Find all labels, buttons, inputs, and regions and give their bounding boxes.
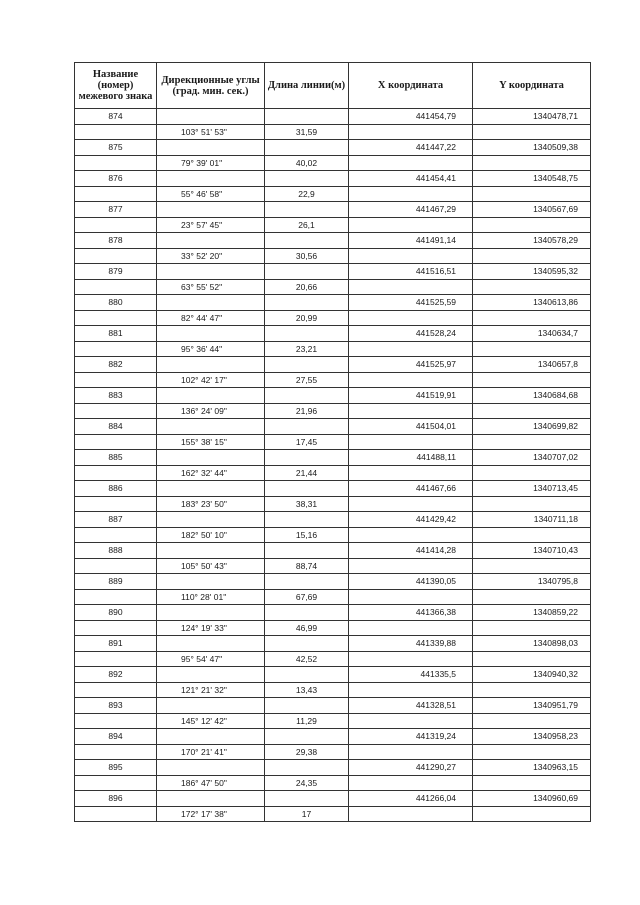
point-row xyxy=(75,171,591,187)
x-coordinate: 441290,27 xyxy=(349,760,473,776)
segment-row xyxy=(75,310,591,326)
empty-cell xyxy=(265,450,349,466)
line-length: 29,38 xyxy=(265,744,349,760)
y-coordinate: 1340478,71 xyxy=(473,109,591,125)
empty-cell xyxy=(157,698,265,714)
line-length: 17,45 xyxy=(265,434,349,450)
point-name: 882 xyxy=(75,357,157,373)
segment-row xyxy=(75,620,591,636)
point-name: 879 xyxy=(75,264,157,280)
direction-angle: 105° 50' 43" xyxy=(157,558,265,574)
direction-angle: 172° 17' 38" xyxy=(157,806,265,822)
empty-cell xyxy=(75,155,157,171)
x-coordinate: 441390,05 xyxy=(349,574,473,590)
direction-angle: 23° 57' 45" xyxy=(157,217,265,233)
point-name: 892 xyxy=(75,667,157,683)
line-length: 27,55 xyxy=(265,372,349,388)
point-name: 875 xyxy=(75,140,157,156)
segment-row xyxy=(75,465,591,481)
point-row xyxy=(75,140,591,156)
empty-cell xyxy=(265,388,349,404)
y-coordinate: 1340963,15 xyxy=(473,760,591,776)
y-coordinate: 1340595,32 xyxy=(473,264,591,280)
line-length: 22,9 xyxy=(265,186,349,202)
empty-cell xyxy=(349,651,473,667)
y-coordinate: 1340898,03 xyxy=(473,636,591,652)
empty-cell xyxy=(473,434,591,450)
y-coordinate: 1340699,82 xyxy=(473,419,591,435)
empty-cell xyxy=(75,744,157,760)
empty-cell xyxy=(473,186,591,202)
empty-cell xyxy=(265,729,349,745)
empty-cell xyxy=(265,233,349,249)
empty-cell xyxy=(349,434,473,450)
x-coordinate: 441525,97 xyxy=(349,357,473,373)
point-row xyxy=(75,698,591,714)
empty-cell xyxy=(349,155,473,171)
point-row xyxy=(75,512,591,528)
x-coordinate: 441335,5 xyxy=(349,667,473,683)
point-name: 896 xyxy=(75,791,157,807)
point-row xyxy=(75,481,591,497)
x-coordinate: 441339,88 xyxy=(349,636,473,652)
empty-cell xyxy=(349,186,473,202)
empty-cell xyxy=(265,512,349,528)
point-name: 894 xyxy=(75,729,157,745)
empty-cell xyxy=(157,729,265,745)
empty-cell xyxy=(75,372,157,388)
empty-cell xyxy=(75,589,157,605)
empty-cell xyxy=(157,512,265,528)
direction-angle: 82° 44' 47" xyxy=(157,310,265,326)
y-coordinate: 1340711,18 xyxy=(473,512,591,528)
segment-row xyxy=(75,806,591,822)
empty-cell xyxy=(349,372,473,388)
x-coordinate: 441454,79 xyxy=(349,109,473,125)
y-coordinate: 1340795,8 xyxy=(473,574,591,590)
header-angle: Дирекционные углы (град. мин. сек.) xyxy=(157,63,265,109)
point-row xyxy=(75,388,591,404)
coordinates-table xyxy=(74,62,591,822)
point-name: 885 xyxy=(75,450,157,466)
point-name: 876 xyxy=(75,171,157,187)
x-coordinate: 441328,51 xyxy=(349,698,473,714)
empty-cell xyxy=(265,264,349,280)
point-row xyxy=(75,357,591,373)
empty-cell xyxy=(75,496,157,512)
empty-cell xyxy=(473,465,591,481)
empty-cell xyxy=(75,651,157,667)
empty-cell xyxy=(473,217,591,233)
empty-cell xyxy=(349,217,473,233)
empty-cell xyxy=(157,791,265,807)
line-length: 88,74 xyxy=(265,558,349,574)
empty-cell xyxy=(75,248,157,264)
empty-cell xyxy=(349,341,473,357)
point-row xyxy=(75,233,591,249)
y-coordinate: 1340578,29 xyxy=(473,233,591,249)
empty-cell xyxy=(473,496,591,512)
empty-cell xyxy=(157,667,265,683)
point-name: 888 xyxy=(75,543,157,559)
point-row xyxy=(75,636,591,652)
empty-cell xyxy=(473,558,591,574)
y-coordinate: 1340958,23 xyxy=(473,729,591,745)
point-name: 893 xyxy=(75,698,157,714)
segment-row xyxy=(75,217,591,233)
point-name: 891 xyxy=(75,636,157,652)
line-length: 67,69 xyxy=(265,589,349,605)
empty-cell xyxy=(157,481,265,497)
empty-cell xyxy=(75,310,157,326)
empty-cell xyxy=(349,775,473,791)
empty-cell xyxy=(349,279,473,295)
empty-cell xyxy=(157,450,265,466)
empty-cell xyxy=(349,465,473,481)
empty-cell xyxy=(473,682,591,698)
segment-row xyxy=(75,775,591,791)
empty-cell xyxy=(75,558,157,574)
point-row xyxy=(75,326,591,342)
y-coordinate: 1340940,32 xyxy=(473,667,591,683)
y-coordinate: 1340509,38 xyxy=(473,140,591,156)
empty-cell xyxy=(75,186,157,202)
y-coordinate: 1340951,79 xyxy=(473,698,591,714)
direction-angle: 55° 46' 58" xyxy=(157,186,265,202)
direction-angle: 95° 54' 47" xyxy=(157,651,265,667)
point-row xyxy=(75,729,591,745)
line-length: 17 xyxy=(265,806,349,822)
point-row xyxy=(75,543,591,559)
line-length: 30,56 xyxy=(265,248,349,264)
empty-cell xyxy=(473,248,591,264)
direction-angle: 186° 47' 50" xyxy=(157,775,265,791)
x-coordinate: 441467,29 xyxy=(349,202,473,218)
line-length: 11,29 xyxy=(265,713,349,729)
empty-cell xyxy=(75,775,157,791)
empty-cell xyxy=(473,372,591,388)
point-row xyxy=(75,605,591,621)
point-name: 878 xyxy=(75,233,157,249)
line-length: 42,52 xyxy=(265,651,349,667)
empty-cell xyxy=(265,698,349,714)
empty-cell xyxy=(349,403,473,419)
empty-cell xyxy=(157,264,265,280)
empty-cell xyxy=(265,636,349,652)
segment-row xyxy=(75,155,591,171)
empty-cell xyxy=(265,202,349,218)
y-coordinate: 1340567,69 xyxy=(473,202,591,218)
x-coordinate: 441366,38 xyxy=(349,605,473,621)
direction-angle: 162° 32' 44" xyxy=(157,465,265,481)
y-coordinate: 1340859,22 xyxy=(473,605,591,621)
x-coordinate: 441467,66 xyxy=(349,481,473,497)
empty-cell xyxy=(157,357,265,373)
segment-row xyxy=(75,403,591,419)
line-length: 20,66 xyxy=(265,279,349,295)
empty-cell xyxy=(349,496,473,512)
line-length: 23,21 xyxy=(265,341,349,357)
segment-row xyxy=(75,434,591,450)
point-row xyxy=(75,574,591,590)
x-coordinate: 441491,14 xyxy=(349,233,473,249)
empty-cell xyxy=(473,713,591,729)
empty-cell xyxy=(157,543,265,559)
line-length: 24,35 xyxy=(265,775,349,791)
point-row xyxy=(75,760,591,776)
empty-cell xyxy=(75,527,157,543)
empty-cell xyxy=(265,667,349,683)
x-coordinate: 441447,22 xyxy=(349,140,473,156)
segment-row xyxy=(75,341,591,357)
x-coordinate: 441414,28 xyxy=(349,543,473,559)
segment-row xyxy=(75,527,591,543)
empty-cell xyxy=(75,620,157,636)
empty-cell xyxy=(349,589,473,605)
line-length: 15,16 xyxy=(265,527,349,543)
point-row xyxy=(75,109,591,125)
segment-row xyxy=(75,186,591,202)
header-length: Длина линии(м) xyxy=(265,63,349,109)
empty-cell xyxy=(473,527,591,543)
direction-angle: 103° 51' 53" xyxy=(157,124,265,140)
direction-angle: 182° 50' 10" xyxy=(157,527,265,543)
point-name: 877 xyxy=(75,202,157,218)
empty-cell xyxy=(473,620,591,636)
segment-row xyxy=(75,713,591,729)
direction-angle: 110° 28' 01" xyxy=(157,589,265,605)
x-coordinate: 441488,11 xyxy=(349,450,473,466)
empty-cell xyxy=(265,543,349,559)
empty-cell xyxy=(75,279,157,295)
empty-cell xyxy=(473,155,591,171)
line-length: 46,99 xyxy=(265,620,349,636)
point-row xyxy=(75,202,591,218)
empty-cell xyxy=(265,295,349,311)
direction-angle: 155° 38' 15" xyxy=(157,434,265,450)
empty-cell xyxy=(157,388,265,404)
direction-angle: 63° 55' 52" xyxy=(157,279,265,295)
y-coordinate: 1340684,68 xyxy=(473,388,591,404)
empty-cell xyxy=(349,744,473,760)
empty-cell xyxy=(265,760,349,776)
empty-cell xyxy=(157,295,265,311)
point-row xyxy=(75,295,591,311)
line-length: 20,99 xyxy=(265,310,349,326)
segment-row xyxy=(75,279,591,295)
empty-cell xyxy=(473,806,591,822)
line-length: 21,96 xyxy=(265,403,349,419)
segment-row xyxy=(75,744,591,760)
y-coordinate: 1340710,43 xyxy=(473,543,591,559)
point-name: 880 xyxy=(75,295,157,311)
x-coordinate: 441454,41 xyxy=(349,171,473,187)
point-name: 889 xyxy=(75,574,157,590)
y-coordinate: 1340707,02 xyxy=(473,450,591,466)
point-row xyxy=(75,667,591,683)
direction-angle: 170° 21' 41" xyxy=(157,744,265,760)
segment-row xyxy=(75,682,591,698)
empty-cell xyxy=(265,791,349,807)
empty-cell xyxy=(75,403,157,419)
segment-row xyxy=(75,124,591,140)
empty-cell xyxy=(75,124,157,140)
point-row xyxy=(75,264,591,280)
empty-cell xyxy=(473,589,591,605)
line-length: 40,02 xyxy=(265,155,349,171)
empty-cell xyxy=(75,713,157,729)
empty-cell xyxy=(349,310,473,326)
empty-cell xyxy=(349,620,473,636)
direction-angle: 95° 36' 44" xyxy=(157,341,265,357)
point-name: 887 xyxy=(75,512,157,528)
header-row xyxy=(75,63,591,109)
header-y: Y координата xyxy=(473,63,591,109)
point-name: 881 xyxy=(75,326,157,342)
direction-angle: 124° 19' 33" xyxy=(157,620,265,636)
empty-cell xyxy=(157,109,265,125)
point-row xyxy=(75,450,591,466)
empty-cell xyxy=(349,248,473,264)
empty-cell xyxy=(75,465,157,481)
empty-cell xyxy=(265,574,349,590)
x-coordinate: 441528,24 xyxy=(349,326,473,342)
empty-cell xyxy=(157,605,265,621)
empty-cell xyxy=(75,434,157,450)
x-coordinate: 441266,04 xyxy=(349,791,473,807)
empty-cell xyxy=(157,171,265,187)
empty-cell xyxy=(349,682,473,698)
point-row xyxy=(75,419,591,435)
empty-cell xyxy=(265,605,349,621)
point-row xyxy=(75,791,591,807)
empty-cell xyxy=(265,109,349,125)
empty-cell xyxy=(157,326,265,342)
segment-row xyxy=(75,651,591,667)
point-name: 895 xyxy=(75,760,157,776)
table-body xyxy=(75,109,591,822)
line-length: 31,59 xyxy=(265,124,349,140)
empty-cell xyxy=(473,403,591,419)
empty-cell xyxy=(157,140,265,156)
x-coordinate: 441504,01 xyxy=(349,419,473,435)
direction-angle: 145° 12' 42" xyxy=(157,713,265,729)
segment-row xyxy=(75,558,591,574)
empty-cell xyxy=(349,124,473,140)
empty-cell xyxy=(473,651,591,667)
y-coordinate: 1340713,45 xyxy=(473,481,591,497)
empty-cell xyxy=(473,279,591,295)
line-length: 38,31 xyxy=(265,496,349,512)
segment-row xyxy=(75,496,591,512)
empty-cell xyxy=(349,527,473,543)
point-name: 890 xyxy=(75,605,157,621)
x-coordinate: 441516,51 xyxy=(349,264,473,280)
y-coordinate: 1340613,86 xyxy=(473,295,591,311)
empty-cell xyxy=(75,806,157,822)
line-length: 21,44 xyxy=(265,465,349,481)
direction-angle: 33° 52' 20" xyxy=(157,248,265,264)
empty-cell xyxy=(265,481,349,497)
direction-angle: 136° 24' 09" xyxy=(157,403,265,419)
segment-row xyxy=(75,589,591,605)
empty-cell xyxy=(265,140,349,156)
empty-cell xyxy=(265,326,349,342)
empty-cell xyxy=(75,682,157,698)
direction-angle: 121° 21' 32" xyxy=(157,682,265,698)
line-length: 26,1 xyxy=(265,217,349,233)
empty-cell xyxy=(157,419,265,435)
x-coordinate: 441429,42 xyxy=(349,512,473,528)
empty-cell xyxy=(473,124,591,140)
segment-row xyxy=(75,248,591,264)
empty-cell xyxy=(473,341,591,357)
empty-cell xyxy=(265,171,349,187)
line-length: 13,43 xyxy=(265,682,349,698)
empty-cell xyxy=(157,636,265,652)
direction-angle: 102° 42' 17" xyxy=(157,372,265,388)
x-coordinate: 441525,59 xyxy=(349,295,473,311)
empty-cell xyxy=(349,558,473,574)
x-coordinate: 441519,91 xyxy=(349,388,473,404)
empty-cell xyxy=(75,217,157,233)
empty-cell xyxy=(349,713,473,729)
empty-cell xyxy=(473,310,591,326)
direction-angle: 183° 23' 50" xyxy=(157,496,265,512)
x-coordinate: 441319,24 xyxy=(349,729,473,745)
segment-row xyxy=(75,372,591,388)
y-coordinate: 1340548,75 xyxy=(473,171,591,187)
y-coordinate: 1340960,69 xyxy=(473,791,591,807)
empty-cell xyxy=(265,357,349,373)
empty-cell xyxy=(265,419,349,435)
empty-cell xyxy=(349,806,473,822)
y-coordinate: 1340657,8 xyxy=(473,357,591,373)
direction-angle: 79° 39' 01" xyxy=(157,155,265,171)
point-name: 884 xyxy=(75,419,157,435)
point-name: 883 xyxy=(75,388,157,404)
header-x: X координата xyxy=(349,63,473,109)
empty-cell xyxy=(157,574,265,590)
empty-cell xyxy=(473,775,591,791)
header-name: Название (номер) межевого знака xyxy=(75,63,157,109)
empty-cell xyxy=(157,760,265,776)
y-coordinate: 1340634,7 xyxy=(473,326,591,342)
empty-cell xyxy=(157,233,265,249)
empty-cell xyxy=(75,341,157,357)
empty-cell xyxy=(473,744,591,760)
empty-cell xyxy=(157,202,265,218)
point-name: 886 xyxy=(75,481,157,497)
point-name: 874 xyxy=(75,109,157,125)
